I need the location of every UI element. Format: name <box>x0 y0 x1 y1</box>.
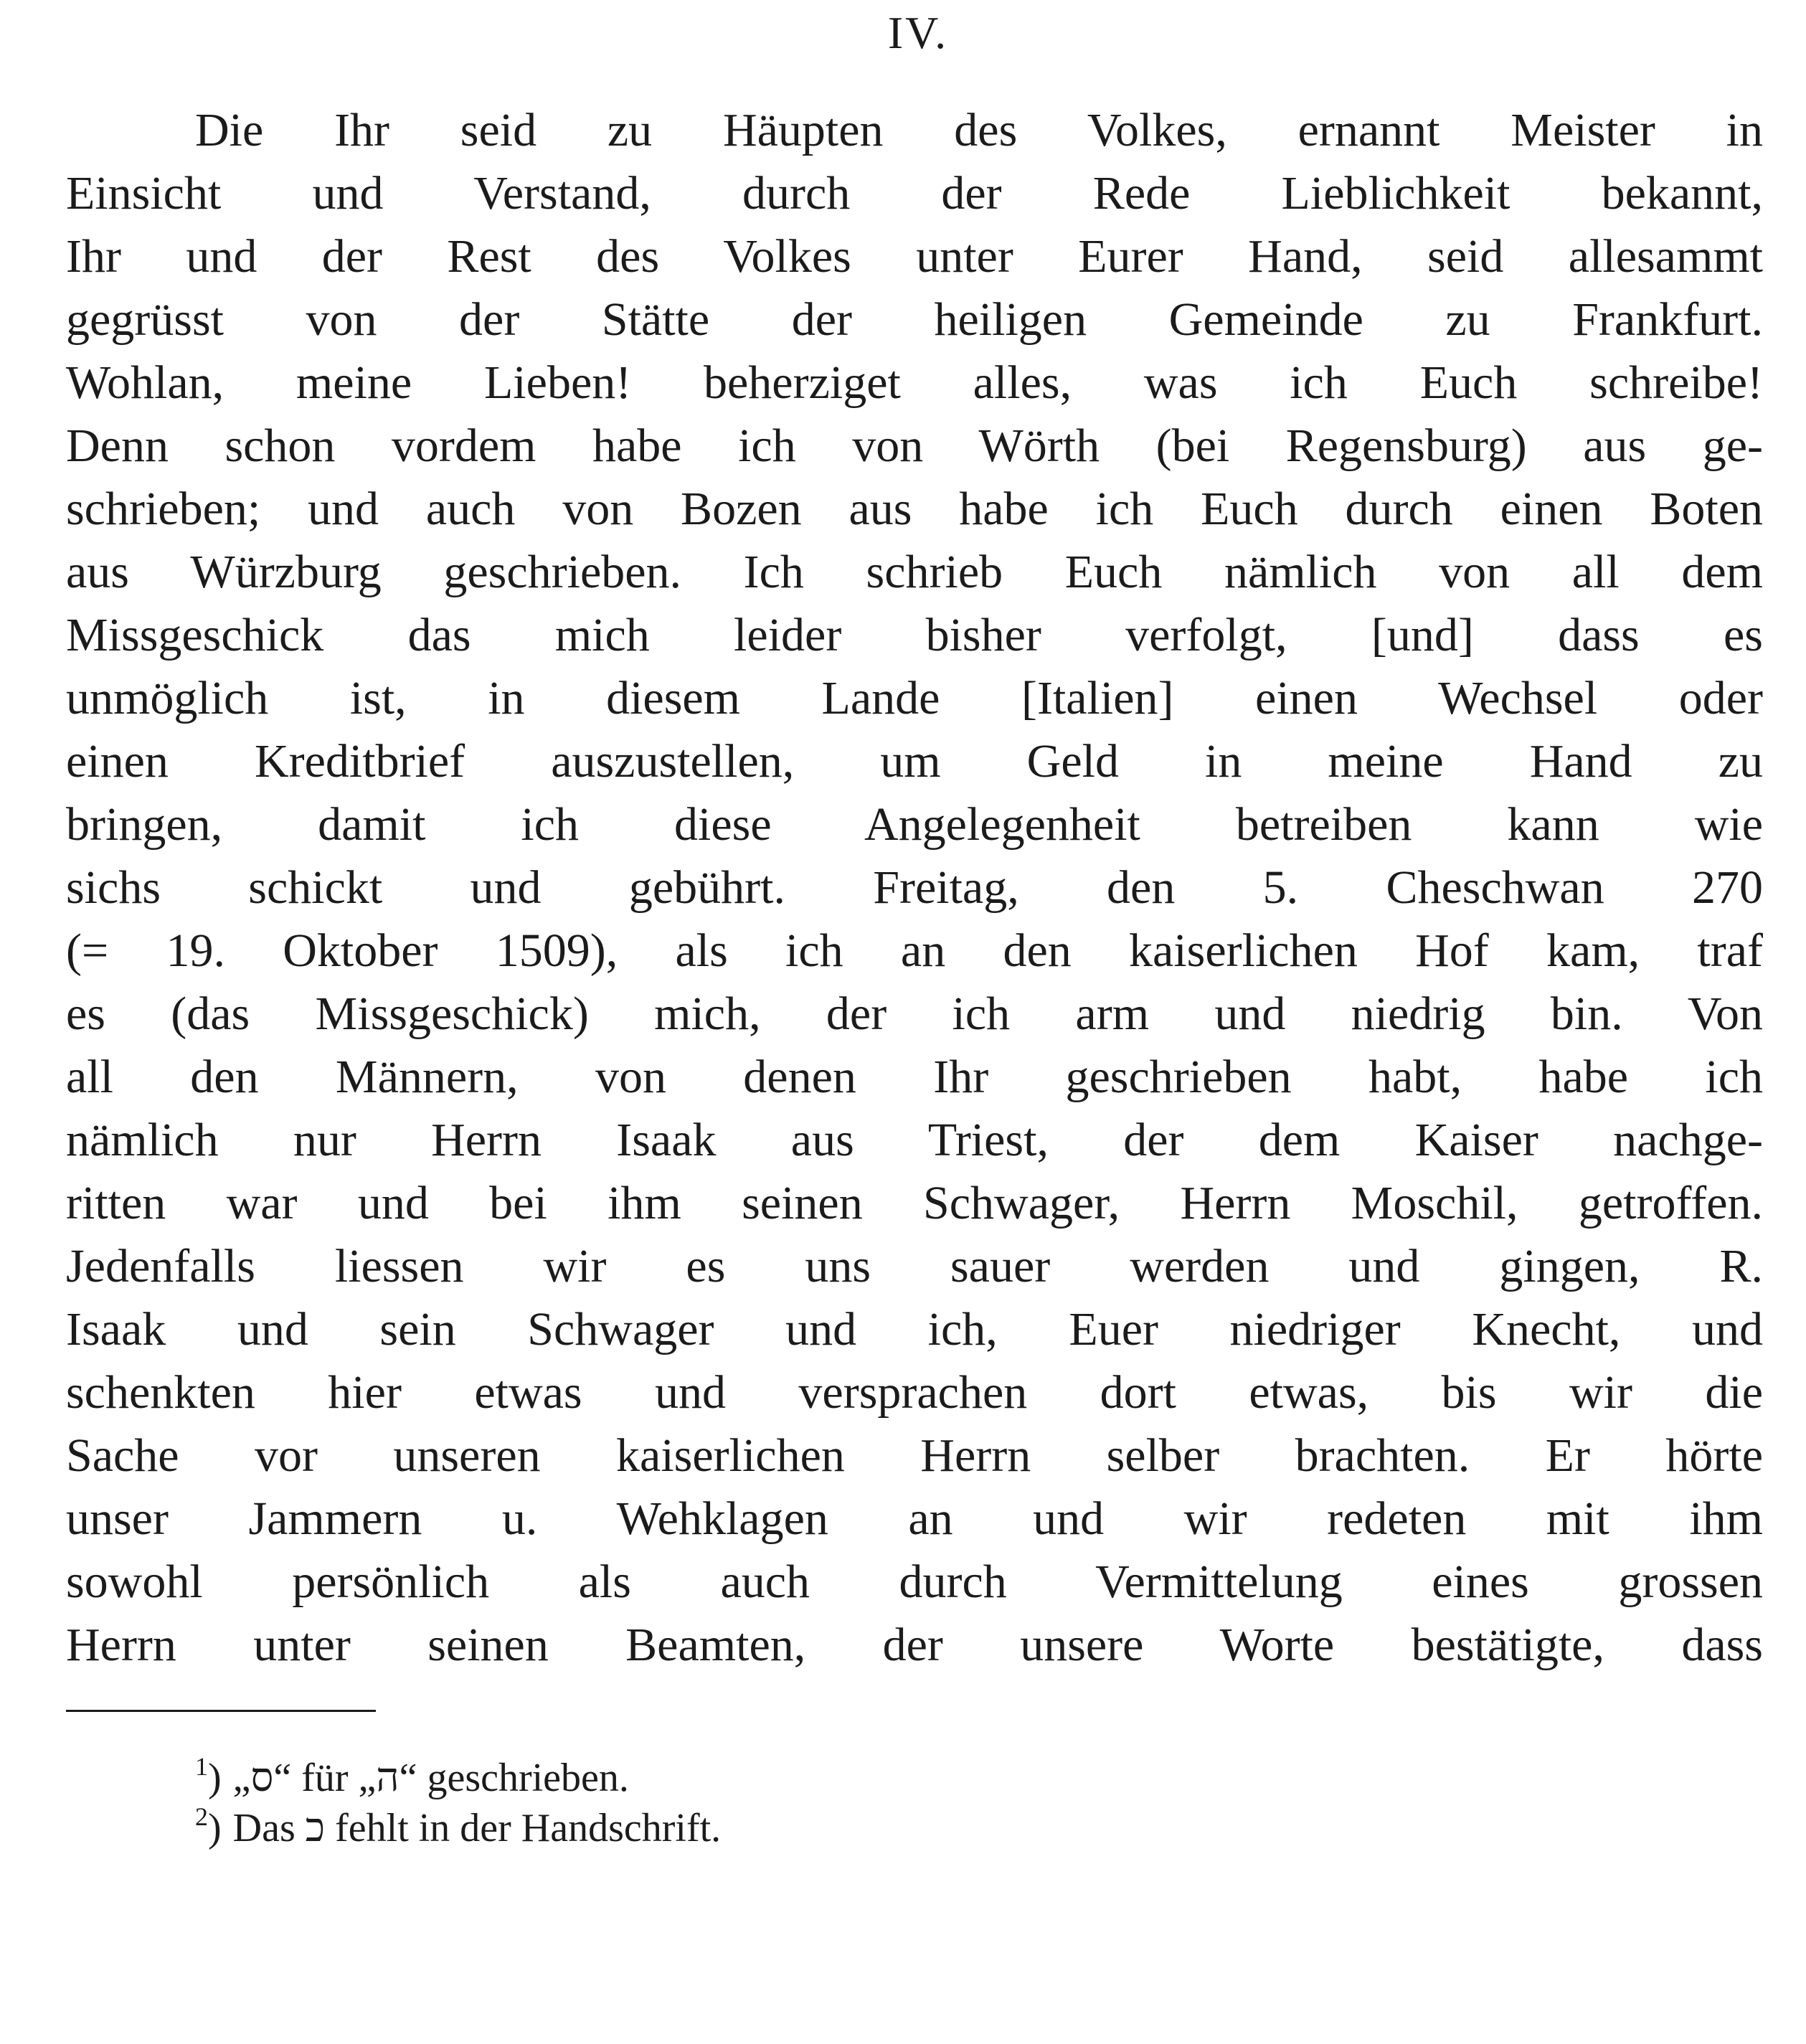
footnote-paren: ) <box>208 1806 222 1850</box>
text-line: Wohlan, meine Lieben! beherziget alles, was ich Euch schreibe! <box>66 356 1763 409</box>
section-heading: IV. <box>887 7 949 58</box>
text-line: Die Ihr seid zu Häupten des Volkes, ernannt Meister in <box>195 104 1763 156</box>
text-line: sowohl persönlich als auch durch Vermittelung eines grossen <box>66 1556 1763 1608</box>
text-line: es (das Missgeschick) mich, der ich arm und niedrig bin. Von <box>66 988 1763 1040</box>
text-line: (= 19. Oktober 1509), als ich an den kaiserlichen Hof kam, traf <box>66 924 1763 977</box>
text-line: sichs schickt und gebührt. Freitag, den 5. Cheschwan 270 <box>66 861 1763 914</box>
text-line: Einsicht und Verstand, durch der Rede Lieblichkeit bekannt, <box>66 167 1763 219</box>
footnote-2 <box>195 1803 1343 1853</box>
text-line: Herrn unter seinen Beamten, der unsere Worte bestätigte, dass <box>66 1619 1763 1671</box>
text-line: Jedenfalls liessen wir es uns sauer werden und gingen, R. <box>66 1240 1763 1292</box>
text-line: Missgeschick das mich leider bisher verfolgt, [und] dass es <box>66 609 1763 661</box>
text-line: gegrüsst von der Stätte der heiligen Gemeinde zu Frankfurt. <box>66 293 1763 346</box>
text-line: Denn schon vordem habe ich von Wörth (bei Regensburg) aus ge- <box>66 420 1763 472</box>
text-line: nämlich nur Herrn Isaak aus Triest, der dem Kaiser nachge- <box>66 1114 1763 1166</box>
footnote-number: 2 <box>195 1802 208 1831</box>
text-line: Ihr und der Rest des Volkes unter Eurer Hand, seid allesammt <box>66 230 1763 283</box>
footnotes <box>195 1753 1343 1853</box>
footnote-divider <box>66 1710 376 1712</box>
text-line: Isaak und sein Schwager und ich, Euer niedriger Knecht, und <box>66 1303 1763 1355</box>
text-line: einen Kreditbrief auszustellen, um Geld in meine Hand zu <box>66 735 1763 787</box>
text-line: unser Jammern u. Wehklagen an und wir redeten mit ihm <box>66 1492 1763 1545</box>
text-line: all den Männern, von denen Ihr geschrieben habt, habe ich <box>66 1051 1763 1103</box>
footnote-text: Das כ fehlt in der Handschrift. <box>232 1806 722 1850</box>
text-line: schrieben; und auch von Bozen aus habe ich Euch durch einen Boten <box>66 483 1763 535</box>
footnote-1 <box>195 1753 1343 1803</box>
text-line: ritten war und bei ihm seinen Schwager, Herrn Moschil, getroffen. <box>66 1177 1763 1229</box>
text-line: Sache vor unseren kaiserlichen Herrn selber brachten. Er hörte <box>66 1429 1763 1482</box>
text-line: bringen, damit ich diese Angelegenheit betreiben kann wie <box>66 798 1763 851</box>
text-line: schenkten hier etwas und versprachen dort etwas, bis wir die <box>66 1366 1763 1419</box>
body-text <box>66 99 1763 1677</box>
text-line: unmöglich ist, in diesem Lande [Italien] einen Wechsel oder <box>66 672 1763 724</box>
footnote-paren: ) <box>208 1756 222 1800</box>
text-line: aus Würzburg geschrieben. Ich schrieb Euch nämlich von all dem <box>66 546 1763 598</box>
footnote-text: „ס“ für „ה“ geschrieben. <box>232 1756 629 1800</box>
footnote-number: 1 <box>195 1752 208 1781</box>
